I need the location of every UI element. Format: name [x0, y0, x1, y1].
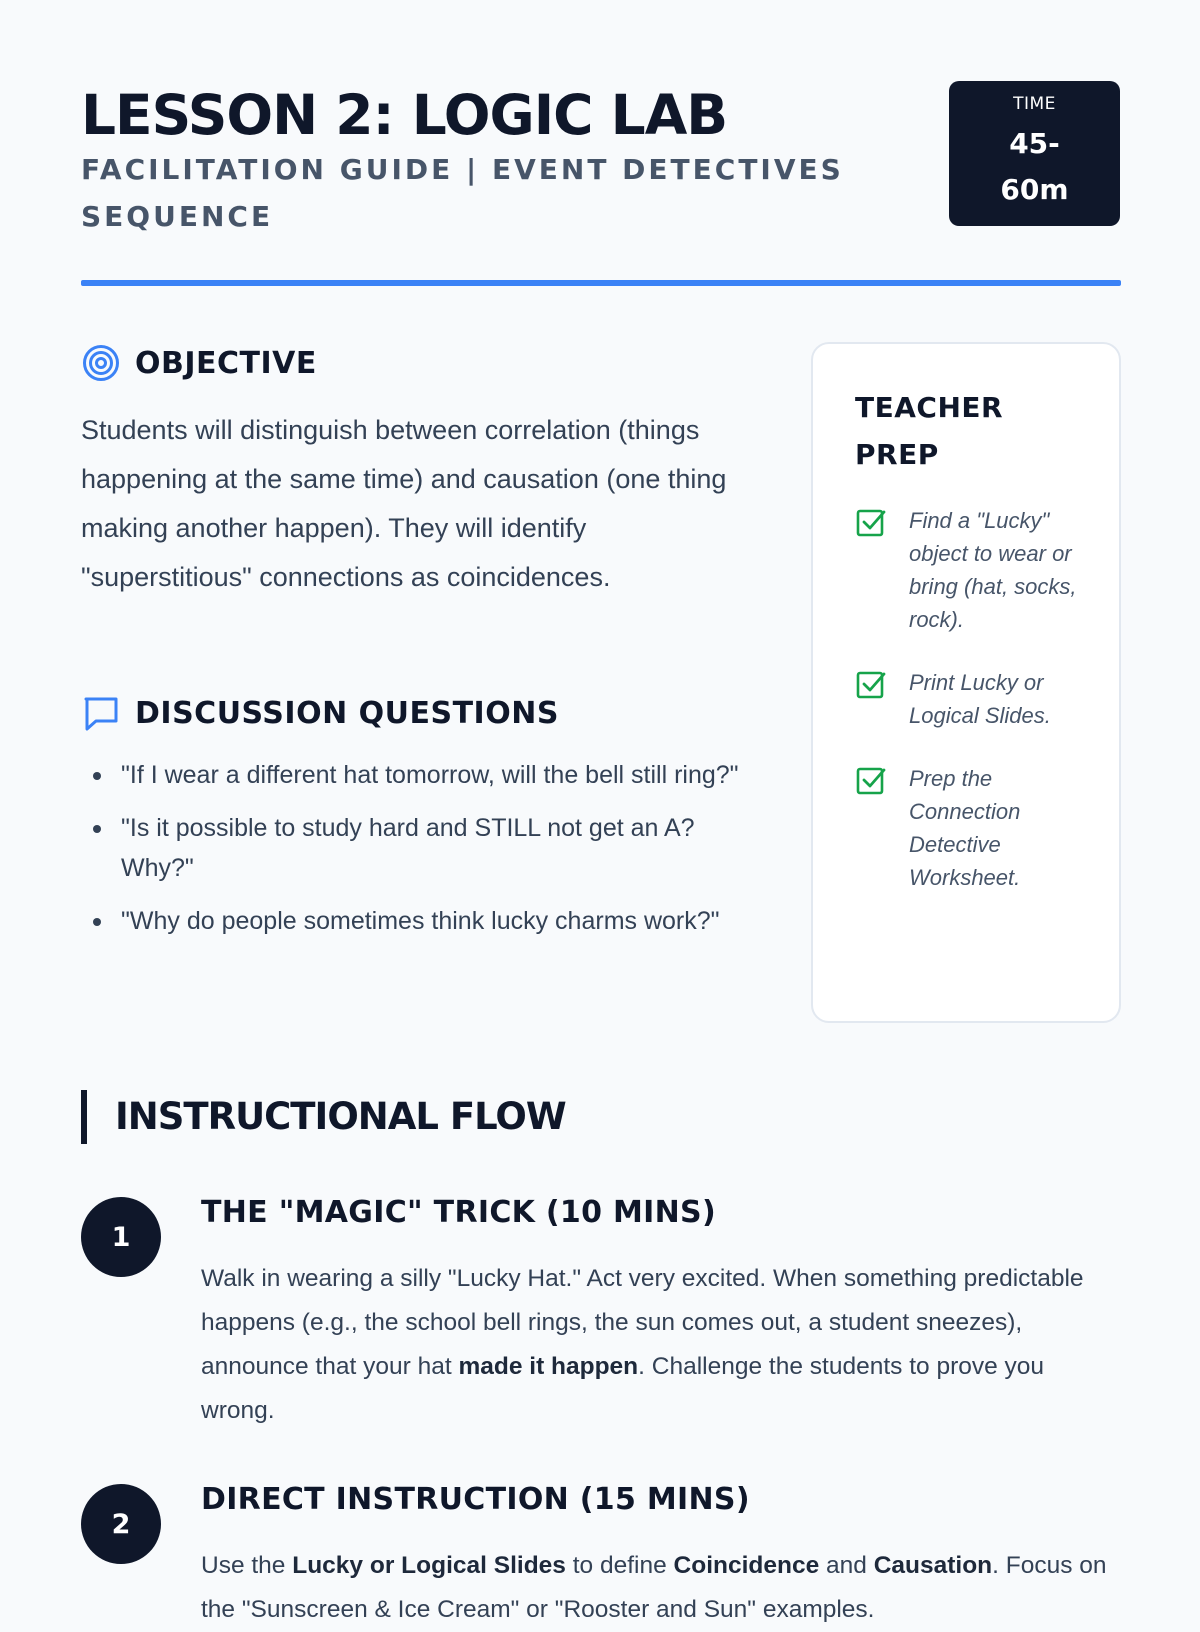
body-text: Walk in wearing a silly "Lucky Hat." Act very excited. When something predictable happens (e.g., the school bell rings, the sun comes out, a student sneezes), announce that your hat: [201, 1265, 1084, 1380]
objective-text: Students will distinguish between correlation (things happening at the same time) and causation (one thing making another happen). They will identify "superstitious" connections as coincidences.: [81, 415, 727, 592]
instructional-flow-heading: INSTRUCTIONAL FLOW: [81, 1090, 566, 1144]
discussion-heading: [81, 693, 559, 733]
discussion-heading-label: DISCUSSION QUESTIONS: [135, 695, 559, 731]
body-text: Use the: [201, 1552, 293, 1579]
chat-bubble-icon: [81, 693, 121, 733]
step-body: [201, 1544, 1121, 1632]
list-item: "Why do people sometimes think lucky charms work?": [81, 901, 741, 941]
prep-item-text: Prep the Connection Detective Worksheet.: [909, 766, 1021, 890]
teacher-prep-card: [811, 342, 1121, 1023]
objective-heading-label: OBJECTIVE: [135, 345, 317, 381]
body-text: . Focus on the "Sunscreen & Ice Cream" or "Rooster and Sun" examples.: [201, 1552, 1107, 1623]
target-icon: [81, 343, 121, 383]
emphasis-text: Causation: [873, 1552, 993, 1579]
list-item: "Is it possible to study hard and STILL not get an A? Why?": [81, 808, 741, 888]
lesson-page: [81, 0, 1121, 1623]
body-text: and: [819, 1552, 874, 1579]
objective-heading: [81, 343, 317, 383]
checkbox-checked-icon: [855, 764, 887, 796]
emphasis-text: Lucky or Logical Slides: [292, 1552, 566, 1579]
body-text: . Challenge the students to prove you wrong.: [201, 1353, 1045, 1424]
teacher-prep-title: TEACHER PREP: [855, 391, 1004, 471]
step-title: DIRECT INSTRUCTION (15 MINS): [201, 1482, 750, 1517]
time-value: 45-60m: [1000, 127, 1069, 206]
body-text: to define: [565, 1552, 674, 1579]
list-item: "If I wear a different hat tomorrow, will the bell still ring?": [81, 755, 741, 795]
emphasis-text: Coincidence: [673, 1552, 820, 1579]
step-number-badge: 2: [81, 1484, 161, 1564]
page-subtitle: FACILITATION GUIDE | EVENT DETECTIVES SEQUENCE: [81, 153, 844, 233]
teacher-prep-list: [855, 504, 1095, 924]
discussion-question-list: [81, 755, 741, 954]
step-number-badge: 1: [81, 1197, 161, 1277]
page-title: LESSON 2: LOGIC LAB: [81, 83, 728, 147]
step-body: [201, 1257, 1121, 1433]
list-item: [855, 504, 1095, 636]
prep-item-text: Find a "Lucky" object to wear or bring (hat, socks, rock).: [909, 508, 1077, 632]
prep-item-text: Print Lucky or Logical Slides.: [909, 670, 1051, 728]
checkbox-checked-icon: [855, 506, 887, 538]
step-title: THE "MAGIC" TRICK (10 MINS): [201, 1195, 716, 1230]
emphasis-text: made it happen: [458, 1353, 639, 1380]
list-item: [855, 762, 1095, 894]
time-label: TIME: [1013, 94, 1056, 114]
header-divider: [81, 280, 1121, 286]
time-badge: [949, 81, 1120, 226]
list-item: [855, 666, 1095, 732]
checkbox-checked-icon: [855, 668, 887, 700]
